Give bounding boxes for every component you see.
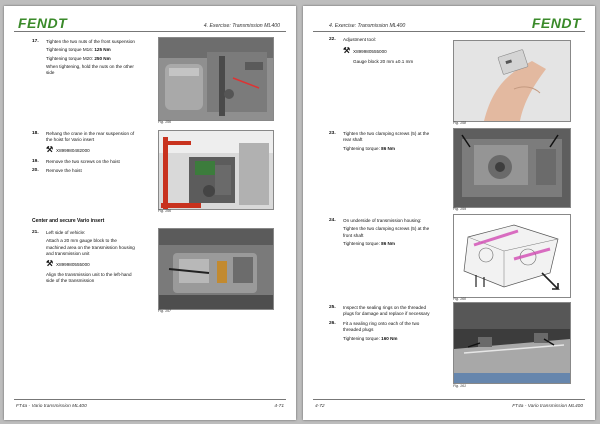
figure-caption: Fig. 161 xyxy=(453,384,466,388)
fendt-logo: FENDT xyxy=(531,15,581,31)
step-text-line: Tightening torque M20: xyxy=(46,55,95,61)
step-19-text: Remove the two screws on the hoist xyxy=(46,159,120,164)
step-text-line: Left side of vehicle: xyxy=(46,230,86,235)
tool-number: X899980555000 xyxy=(56,262,90,267)
right-page xyxy=(303,6,595,420)
torque-value: 250 Nm xyxy=(94,55,111,61)
torque-value: 86 Nm xyxy=(381,145,395,151)
step-text-line: Fit a sealing ring onto each of the two xyxy=(343,321,420,326)
step-text-line: Tightening torque M16: xyxy=(46,47,95,53)
figure-158-photo xyxy=(453,40,571,122)
tool-number: X899980482000 xyxy=(56,148,90,153)
footer-rule xyxy=(14,399,286,400)
header-rule xyxy=(14,31,286,32)
step-number: 22. xyxy=(329,37,336,42)
step-text-line: front shaft xyxy=(343,232,364,238)
step-21-text-cont xyxy=(46,272,156,285)
figure-157-photo xyxy=(158,228,274,310)
step-number: 25. xyxy=(329,305,336,310)
step-text-line: When tightening, hold the nuts on the other xyxy=(46,63,134,69)
step-20-text: Remove the hoist xyxy=(46,168,82,173)
figure-caption: Fig. 158 xyxy=(453,121,466,125)
step-23-text xyxy=(343,131,451,152)
tool-wrench-icon: ⚒ xyxy=(343,46,351,55)
footer-rule xyxy=(313,399,585,400)
step-number: 17. xyxy=(32,39,39,44)
step-text-line: On underside of transmission housing: xyxy=(343,218,422,223)
page-header: 4. Exercise: Transmission ML400 xyxy=(329,23,406,29)
step-text-line: machined area on the transmission housing xyxy=(46,244,135,250)
page-number: 4-72 xyxy=(315,404,325,409)
step-22-text: Adjustment tool: xyxy=(343,37,376,42)
figure-156b-photo xyxy=(158,130,274,210)
step-22-gauge: Gauge block 20 mm ±0.1 mm xyxy=(353,59,414,64)
step-25-text xyxy=(343,305,451,318)
step-text-line: Tightening torque: xyxy=(343,240,382,246)
step-number: 19. xyxy=(32,159,39,164)
page-number: 4-71 xyxy=(274,404,284,409)
step-number: 24. xyxy=(329,218,336,223)
page-footer-right: FT4a - Vario transmission ML400 xyxy=(512,404,583,409)
figure-caption: Fig. 157 xyxy=(158,309,171,313)
figure-caption: Fig. 160 xyxy=(453,297,466,301)
step-number: 26. xyxy=(329,321,336,326)
page-footer-left: FT4a - Vario transmission ML400 xyxy=(16,404,87,409)
step-21-text xyxy=(46,230,156,257)
page-header: 4. Exercise: Transmission ML400 xyxy=(203,23,280,29)
step-text-line: Tightening torque: xyxy=(343,145,382,151)
step-text-line: Align the transmission unit to the left-hand xyxy=(46,272,132,277)
torque-value: 86 Nm xyxy=(381,240,395,246)
step-text-line: Tightening torque: xyxy=(343,335,382,341)
step-text-line: and transmission unit xyxy=(46,250,90,256)
step-text-line: Inspect the sealing rings on the threaded xyxy=(343,305,426,310)
step-text-line: Rehang the crane in the rear suspension of xyxy=(46,131,135,136)
figure-156-photo xyxy=(158,37,274,121)
step-18-text xyxy=(46,131,156,144)
step-number: 23. xyxy=(329,131,336,136)
step-text-line: side xyxy=(46,70,55,76)
step-text-line: rear shaft xyxy=(343,137,363,143)
step-number: 20. xyxy=(32,168,39,173)
step-text-line: Tighten the two clamping screws (5) at the xyxy=(343,226,430,232)
step-text-line: Tighten the two clamping screws (5) at the xyxy=(343,131,430,136)
figure-caption: Fig. 156 xyxy=(158,120,171,124)
step-26-text xyxy=(343,321,451,342)
fendt-logo: FENDT xyxy=(18,15,68,31)
figure-160-drawing xyxy=(453,214,571,298)
figure-caption: Fig. 159 xyxy=(453,207,466,211)
step-text-line: the hoist for Vario insert xyxy=(46,137,95,143)
step-number: 18. xyxy=(32,131,39,136)
step-text-line: Tighten the two nuts of the front suspension xyxy=(46,39,135,44)
figure-caption: Fig. 156 xyxy=(158,209,171,213)
step-text-line: Attach a 20 mm gauge block to the xyxy=(46,238,117,244)
left-page xyxy=(4,6,296,420)
header-rule xyxy=(313,31,585,32)
step-number: 21. xyxy=(32,230,39,235)
figure-161-photo xyxy=(453,302,571,384)
step-text-line: threaded plugs xyxy=(343,327,374,333)
section-title: Center and secure Vario insert xyxy=(32,218,105,224)
step-24-text xyxy=(343,218,451,247)
torque-value: 160 Nm xyxy=(381,335,398,341)
tool-number: X899980555000 xyxy=(353,49,387,54)
step-text-line: side of the transmission xyxy=(46,278,95,284)
figure-159-photo xyxy=(453,128,571,208)
tool-wrench-icon: ⚒ xyxy=(46,145,54,154)
step-text-line: plugs for damage and replace if necessary xyxy=(343,311,430,317)
tool-wrench-icon: ⚒ xyxy=(46,259,54,268)
torque-value: 125 Nm xyxy=(94,47,111,53)
step-17-text xyxy=(46,39,156,76)
